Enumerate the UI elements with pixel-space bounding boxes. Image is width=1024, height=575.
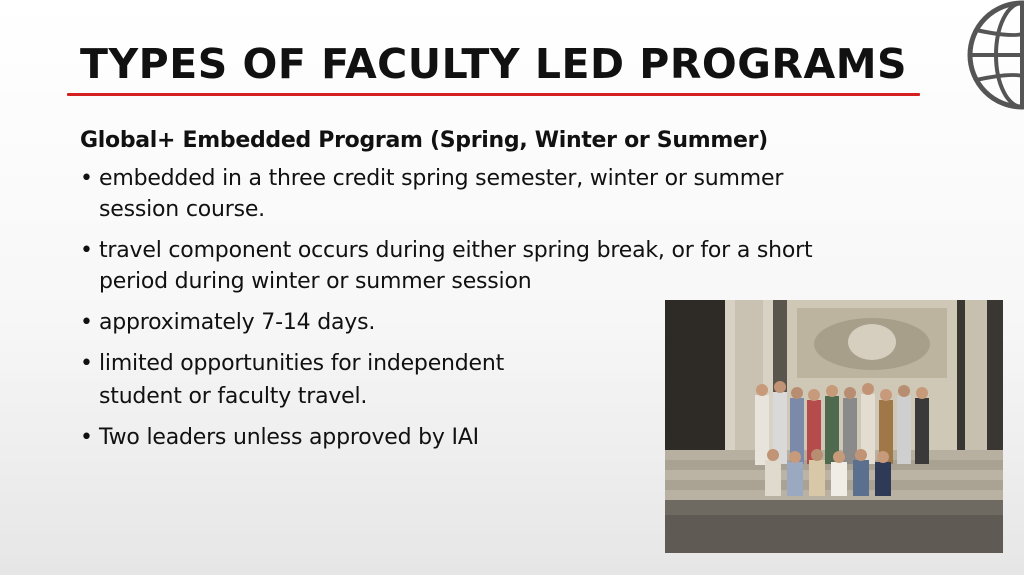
group-photo: [665, 300, 1003, 553]
bullet-marker: •: [80, 310, 93, 335]
globe-icon: [960, 0, 1024, 115]
bullet-text: travel component occurs during either spring break, or for a short period during winter or summer session: [99, 238, 813, 294]
bullet-marker: •: [80, 166, 93, 191]
bullet-text: approximately 7-14 days.: [99, 310, 376, 335]
program-subtitle: Global+ Embedded Program (Spring, Winter or Summer): [80, 128, 768, 153]
list-item: [80, 163, 840, 225]
list-item: [80, 235, 840, 297]
bullet-marker: •: [80, 425, 93, 450]
bullet-text: embedded in a three credit spring semester, winter or summer session course.: [99, 166, 784, 222]
bullet-text: Two leaders unless approved by IAI: [99, 425, 479, 450]
slide-title: TYPES OF FACULTY LED PROGRAMS: [80, 40, 908, 88]
title-underline: [67, 93, 920, 96]
bullet-text: student or faculty travel.: [99, 384, 368, 409]
bullet-marker: •: [80, 351, 93, 376]
bullet-text: limited opportunities for independent: [99, 351, 505, 376]
bullet-marker: •: [80, 238, 93, 263]
